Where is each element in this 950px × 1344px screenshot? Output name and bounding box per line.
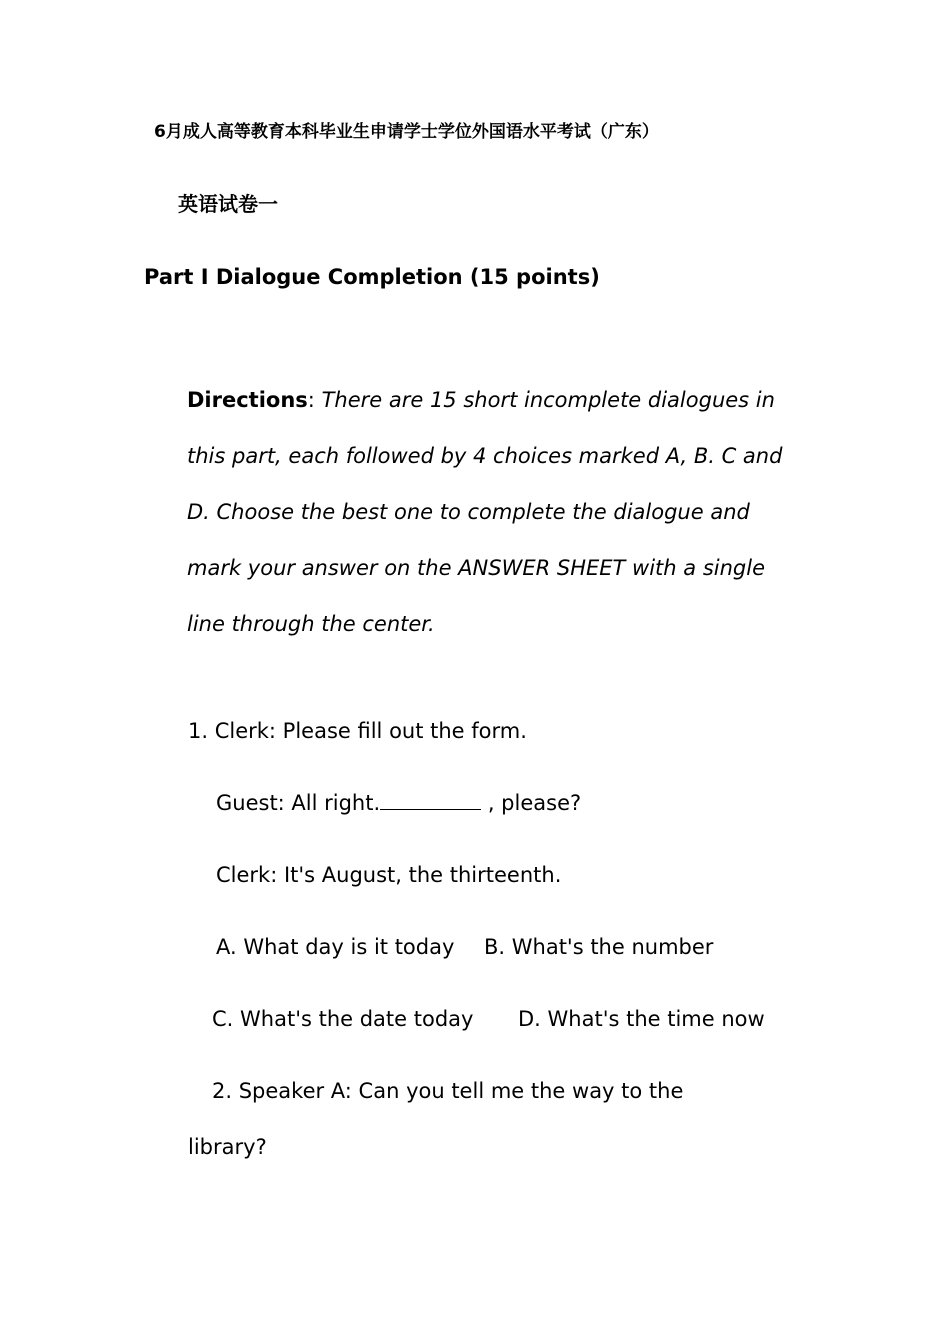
q1-clerk-line: 1. Clerk: Please fill out the form. [188,719,527,743]
q2-speaker-line-cont: library? [188,1135,267,1159]
q1-clerk-reply: Clerk: It's August, the thirteenth. [216,863,562,887]
directions-label: Directions [187,388,308,412]
q1-option-b: B. What's the number [484,935,714,959]
exam-title: 6月成人高等教育本科毕业生申请学士学位外国语水平考试（广东） [154,122,659,142]
q1-guest-text-end: , please? [481,791,582,815]
q1-guest-line [216,789,581,817]
part-heading: Part I Dialogue Completion (15 points) [144,265,600,289]
answer-blank [380,789,481,810]
directions-separator: : [307,388,322,412]
q1-option-d: D. What's the time now [518,1007,765,1031]
directions-text: There are 15 short incomplete dialogues in this part, each followed by 4 choices marked A, B. C and D. Choose the best one to complete the dialogue and mark your answer on the ANSWER SHEET with a single line through the center. [187,388,783,636]
q2-speaker-line: 2. Speaker A: Can you tell me the way to the [212,1079,684,1103]
directions-paragraph [187,372,797,652]
q1-option-a: A. What day is it today [216,935,455,959]
paper-title: 英语试卷一 [178,192,278,216]
q1-guest-text: Guest: All right. [216,791,381,815]
q1-option-c: C. What's the date today [212,1007,474,1031]
